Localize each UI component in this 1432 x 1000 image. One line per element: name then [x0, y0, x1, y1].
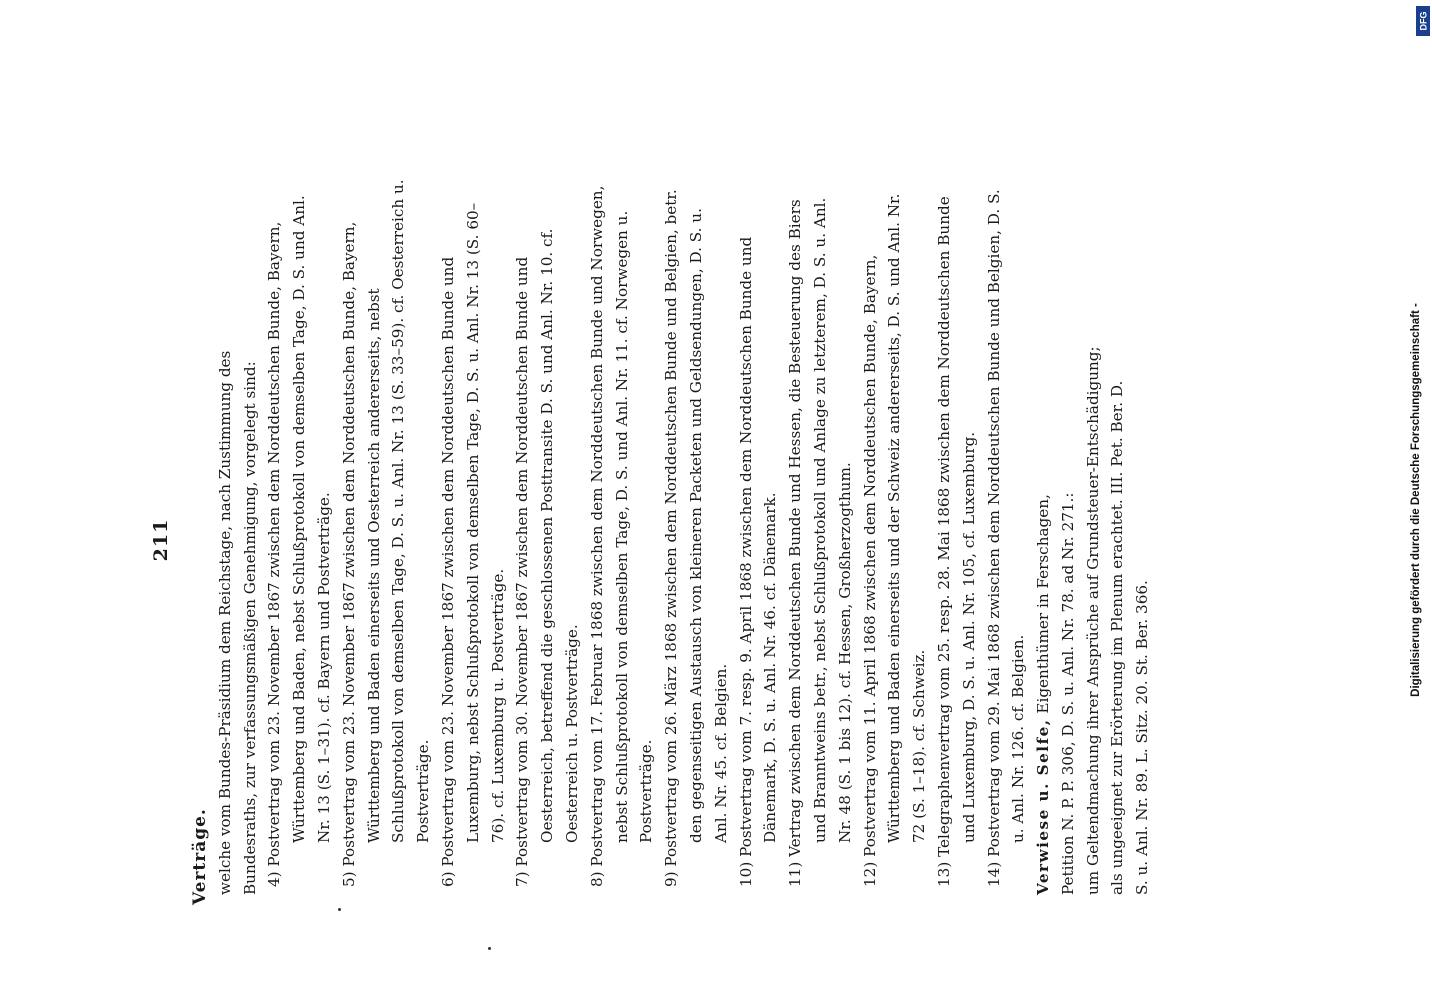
treaty-entry: [337, 175, 436, 905]
treaty-entry-text: Vertrag zwischen dem Norddeutschen Bunde und Hessen, die Besteuerung des Biers und Branntweins betr., nebst Schlußprotokoll und Anlage zu letzterem, D. S. u. Anl. Nr. 48 (S. 1 bis 12). cf. Hessen, Großherzogthum.: [786, 197, 854, 857]
scan-speck: [488, 947, 491, 950]
verwiese-line-1: Eigenthümer in Ferschagen,: [1034, 494, 1053, 714]
treaty-entry-number: 7): [513, 871, 532, 887]
treaty-entry-text: Postvertrag vom 23. November 1867 zwischen dem Norddeutschen Bunde und Luxemburg, nebst Schlußprotokoll von demselben Tage, D. S. u. Anl. Nr. 13 (S. 60–76). cf. Luxemburg u. Postverträge.: [438, 202, 507, 867]
verwiese-line-3: um Geltendmachung ihrer Ansprüche auf Grundsteuer-Entschädigung;: [1083, 346, 1102, 895]
treaty-entry: [659, 175, 733, 905]
treaty-entry-text: Postvertrag vom 30. November 1867 zwischen dem Norddeutschen Bunde und Oesterreich, betreffend die geschlossenen Posttransite D. S. und Anl. Nr. 10. cf. Oesterreich u. Postverträge.: [513, 228, 581, 867]
treaty-entry-number: 13): [934, 861, 953, 887]
verwiese-line-2: Petition N. P. P. 306, D. S. u. Anl. Nr. 78. ad Nr. 271.:: [1058, 492, 1077, 895]
treaty-entry-text: Postvertrag vom 29. Mai 1868 zwischen dem Norddeutschen Bunde und Belgien, D. S. u. Anl. Nr. 126. cf. Belgien.: [984, 189, 1028, 857]
verwiese-line-5: S. u. Anl. Nr. 89. L. Sitz. 20. St. Ber. 366.: [1133, 580, 1152, 895]
rotated-page: [150, 175, 1300, 905]
section-heading: Verträge.: [190, 808, 210, 905]
treaty-entry-number: 4): [265, 871, 284, 887]
scan-speck: [338, 908, 341, 911]
dfg-logo-badge: [1416, 6, 1430, 36]
treaty-entry: [585, 175, 659, 905]
treaty-list: [262, 175, 1031, 905]
treaty-entry: [858, 175, 932, 905]
treaty-entry-number: 10): [736, 861, 755, 887]
intro-text: [213, 175, 263, 895]
treaty-entry-text: Postvertrag vom 17. Februar 1868 zwischen dem Norddeutschen Bunde und Norwegen, nebst Schlußprotokoll von demselben Tage, D. S. und Anl. Nr. 11. cf. Norwegen u. Postverträge.: [587, 185, 656, 867]
treaty-entry-number: 9): [662, 871, 681, 887]
treaty-entry-number: 5): [339, 871, 358, 887]
treaty-entry-text: Postvertrag vom 23. November 1867 zwischen dem Norddeutschen Bunde, Bayern, Württemberg und Baden einerseits und Oesterreich andererseits, nebst Schlußprotokoll von demselben Tage, D. S. u. Anl. Nr. 13 (S. 33–59). cf. Oesterreich u. Postverträge.: [339, 179, 433, 867]
treaty-entry-number: 12): [860, 861, 879, 887]
treaty-entry-text: Postvertrag vom 11. April 1868 zwischen dem Norddeutschen Bunde, Bayern, Württemberg und Baden einerseits und der Schweiz andererseits, D. S. und Anl. Nr. 72 (S. 1–18). cf. Schweiz.: [860, 193, 929, 857]
digitization-credit: Digitalisierung gefördert durch die Deutsche Forschungsgemeinschaft -: [1410, 303, 1422, 697]
treaty-entry-text: Postvertrag vom 23. November 1867 zwischen dem Norddeutschen Bunde, Bayern, Württemberg und Baden, nebst Schlußprotokoll von demselben Tage, D. S. und Anl. Nr. 13 (S. 1–31). cf. Bayern und Postverträge.: [265, 195, 333, 867]
treaty-entry-text: Telegraphenvertrag vom 25. resp. 28. Mai 1868 zwischen dem Norddeutschen Bunde und Luxemburg, D. S. u. Anl. Nr. 105, cf. Luxemburg.: [934, 196, 978, 857]
intro-line-1: welche vom Bundes-Präsidium dem Reichstage, nach Zustimmung des: [215, 350, 234, 895]
intro-line-2: Bundesraths, zur verfassungsmäßigen Genehmigung, vorgelegt sind:: [240, 361, 259, 895]
verwiese-block: [1031, 175, 1155, 895]
treaty-entry-number: 8): [587, 871, 606, 887]
verwiese-label: Verwiese u. Selfe,: [1034, 718, 1053, 895]
treaty-entry: [982, 175, 1032, 905]
page-number: 211: [150, 518, 172, 562]
dfg-logo-text: DFG: [1418, 11, 1428, 31]
verwiese-line-4: als ungeeignet zur Erörterung im Plenum erachtet. III. Pet. Ber. D.: [1108, 380, 1127, 895]
treaty-entry: [734, 175, 784, 905]
treaty-entry: [932, 175, 982, 905]
page-body: [188, 175, 1155, 905]
treaty-entry-number: 14): [984, 861, 1003, 887]
treaty-entry-text: Postvertrag vom 26. März 1868 zwischen dem Norddeutschen Bunde und Belgien, betr. den gegenseitigen Austausch von kleineren Packeten und Geldsendungen, D. S. u. Anl. Nr. 45. cf. Belgien.: [662, 189, 730, 867]
treaty-entry: [783, 175, 857, 905]
treaty-entry-number: 11): [786, 861, 805, 887]
treaty-entry-number: 6): [438, 871, 457, 887]
treaty-entry: [262, 175, 336, 905]
treaty-entry-text: Postvertrag vom 7. resp. 9. April 1868 zwischen dem Norddeutschen Bunde und Dänemark, D. S. u. Anl. Nr. 46. cf. Dänemark.: [736, 236, 780, 857]
treaty-entry: [510, 175, 584, 905]
treaty-entry: [436, 175, 510, 905]
